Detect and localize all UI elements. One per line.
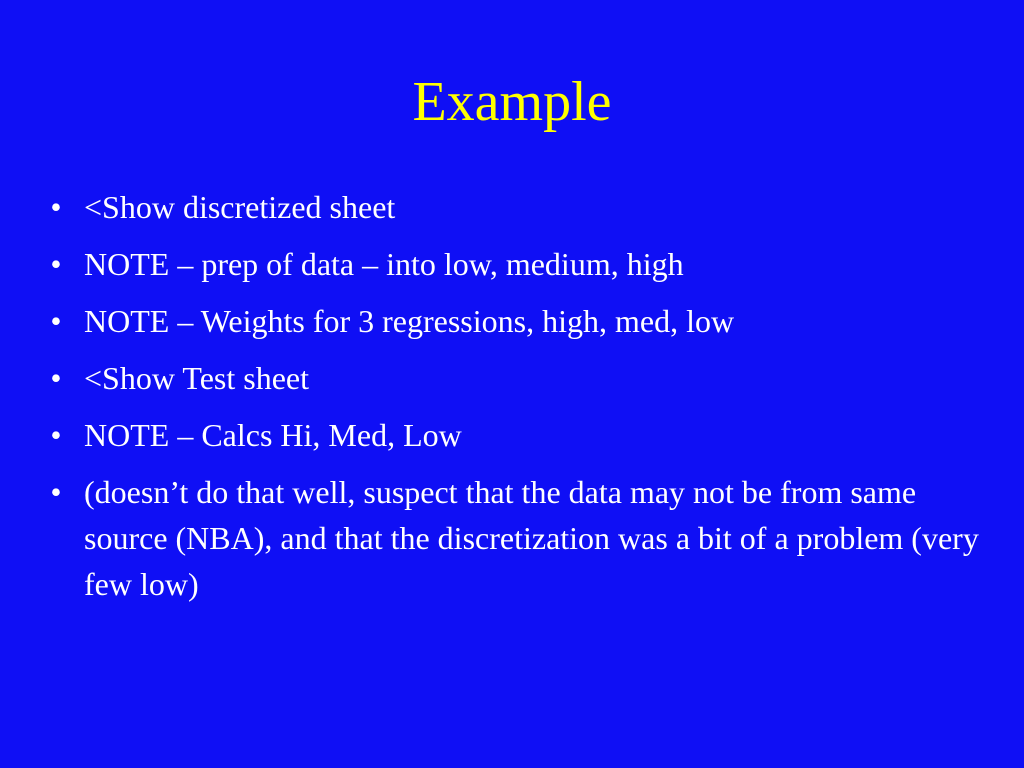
- bullet-item-3: [44, 298, 984, 344]
- bullet-icon: •: [50, 360, 62, 396]
- bullet-item-4: [44, 355, 984, 401]
- bullet-text: (doesn’t do that well, suspect that the data may not be from same source (NBA), and that the discretization was a bit of a problem (very few low): [84, 474, 979, 602]
- bullet-icon: •: [50, 474, 62, 510]
- slide-title: Example: [412, 71, 612, 133]
- bullet-item-5: [44, 412, 984, 458]
- bullet-icon: •: [50, 246, 62, 282]
- bullet-item-2: [44, 241, 984, 287]
- bullet-icon: •: [50, 303, 62, 339]
- bullet-item-1: [44, 184, 984, 230]
- bullet-text: <Show Test sheet: [84, 360, 309, 396]
- bullet-icon: •: [50, 417, 62, 453]
- bullet-text: <Show discretized sheet: [84, 189, 396, 225]
- bullet-text: NOTE – Weights for 3 regressions, high, med, low: [84, 303, 735, 339]
- bullet-list: [44, 184, 984, 618]
- bullet-icon: •: [50, 189, 62, 225]
- bullet-text: NOTE – prep of data – into low, medium, high: [84, 246, 684, 282]
- bullet-item-6: [44, 469, 984, 607]
- bullet-text: NOTE – Calcs Hi, Med, Low: [84, 417, 462, 453]
